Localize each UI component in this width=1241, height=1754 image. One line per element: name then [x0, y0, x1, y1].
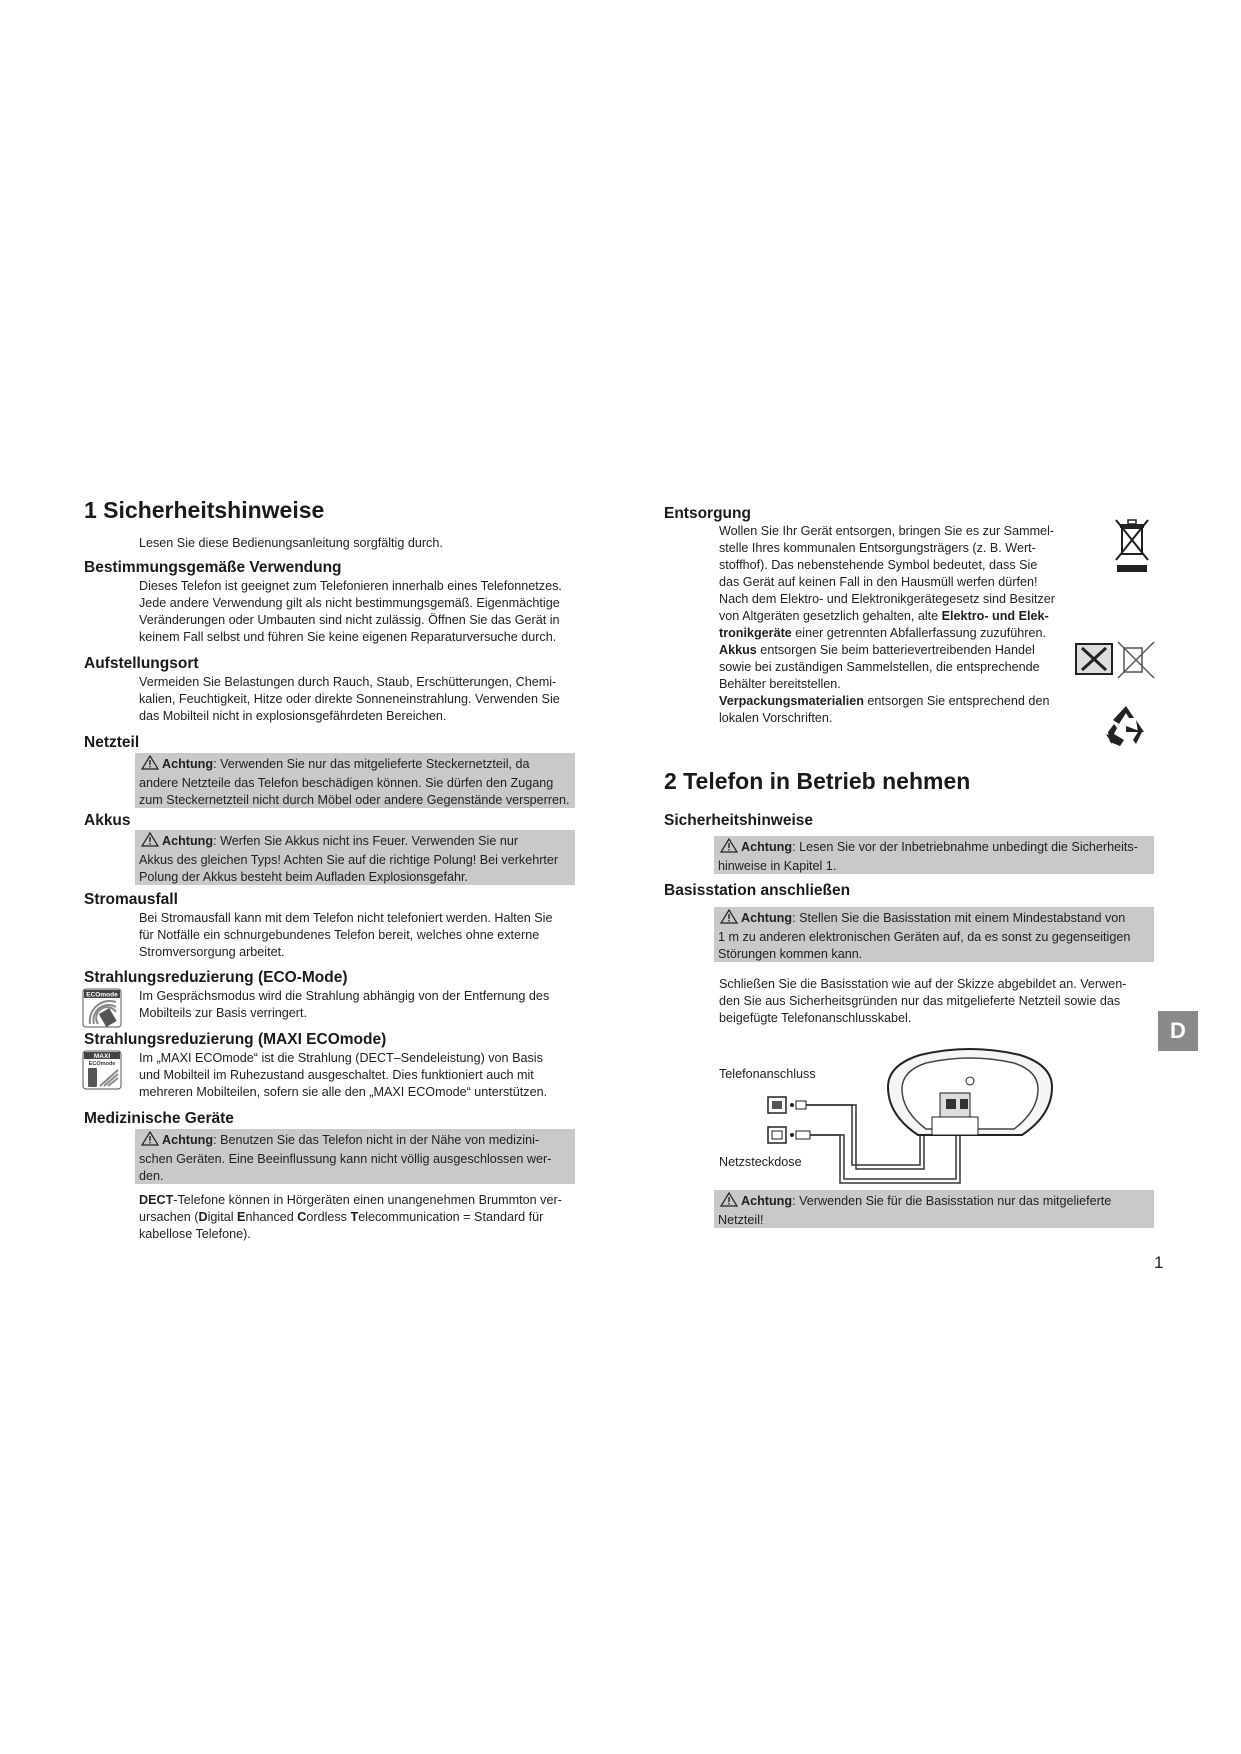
- section-title-aufstellungsort: Aufstellungsort: [84, 655, 199, 672]
- section-body-maxi-ecomode: Im „MAXI ECOmode“ ist die Strahlung (DECT–Sendeleistung) von Basis und Mobilteil im Ruhezustand ausgeschaltet. Dies funktioniert auch mit mehreren Mobilteilen, sofern sie alle den „MAXI ECOmode“ unterstützen.: [139, 1051, 548, 1099]
- svg-text:MAXI: MAXI: [93, 1053, 111, 1060]
- warning-triangle-icon: [141, 755, 159, 775]
- warning-box-basisstation: Achtung: Stellen Sie die Basisstation mit einem Mindestabstand von 1 m zu anderen elektronischen Geräten auf, da es sonst zu gegenseitigen Störungen kommen kann.: [714, 907, 1154, 962]
- recycling-icon: [1102, 702, 1150, 750]
- chapter-title-1: 1 Sicherheitshinweise: [84, 497, 325, 523]
- section-title-akkus: Akkus: [84, 812, 131, 829]
- section-title-medizinische-geraete: Medizinische Geräte: [84, 1110, 234, 1127]
- section-title-stromausfall: Stromausfall: [84, 891, 178, 908]
- battery-disposal-icon: [1074, 638, 1158, 680]
- warning-box-netzteil-basis: Achtung: Verwenden Sie für die Basisstation nur das mitgelieferte Netzteil!: [714, 1190, 1154, 1228]
- maxi-ecomode-icon: [82, 1050, 122, 1090]
- chapter-title-2: 2 Telefon in Betrieb nehmen: [664, 768, 971, 794]
- svg-text:ECOmode: ECOmode: [88, 1061, 116, 1067]
- section-title-entsorgung: Entsorgung: [664, 505, 751, 522]
- warning-box-inbetriebnahme: Achtung: Lesen Sie vor der Inbetriebnahme unbedingt die Sicherheits- hinweise in Kapitel 1.: [714, 836, 1154, 874]
- section-title-basisstation: Basisstation anschließen: [664, 882, 851, 899]
- intro-text: Lesen Sie diese Bedienungsanleitung sorgfältig durch.: [139, 536, 443, 550]
- section-body-entsorgung: Wollen Sie Ihr Gerät entsorgen, bringen Sie es zur Sammel- stelle Ihres kommunalen Entsorgungsträgers (z. B. Wert- stoffhof). Das nebenstehende Symbol bedeutet, dass Sie das Gerät auf keinen Fall in den Hausmüll werfen dürfen! Nach dem Elektro- und Elektronikgerätegesetz sind Besitzer von Altgeräten gesetzlich gehalten, alte Elektro- und Elek- tronikgeräte einer getrennten Abfallerfassung zuzuführen. Akkus entsorgen Sie beim batterievertreibenden Handel sowie bei zuständigen Sammelstellen, die entsprechende Behälter bereitstellen. Verpackungsmaterialien entsorgen Sie entsprechend den lokalen Vorschriften.: [719, 524, 1055, 725]
- connection-diagram: [760, 1045, 1090, 1185]
- section-title-sicherheitshinweise: Sicherheitshinweise: [664, 812, 814, 829]
- language-tab: D: [1158, 1011, 1198, 1051]
- warning-triangle-icon: [720, 909, 738, 929]
- warning-box-netzteil: Achtung: Verwenden Sie nur das mitgelieferte Steckernetzteil, da andere Netzteile das Telefon beschädigen können. Sie dürfen den Zugang zum Steckernetzteil nicht durch Möbel oder andere Gegenstände versperren.: [135, 753, 575, 808]
- section-body-stromausfall: Bei Stromausfall kann mit dem Telefon nicht telefoniert werden. Halten Sie für Notfälle ein schnurgebundenes Telefon bereit, welches ohne externe Stromversorgung arbeitet.: [139, 911, 553, 959]
- dect-paragraph: DECT-Telefone können in Hörgeräten einen unangenehmen Brummton ver- ursachen (Digital Enhanced Cordless Telecommunication = Standard für kabellose Telefone).: [139, 1193, 562, 1241]
- section-body-verwendung: Dieses Telefon ist geeignet zum Telefonieren innerhalb eines Telefonnetzes. Jede andere Verwendung gilt als nicht bestimmungsgemäß. Eigenmächtige Veränderungen oder Umbauten sind nicht zulässig. Öffnen Sie das Gerät in keinem Fall selbst und führen Sie keine eigenen Reparaturversuche durch.: [139, 579, 562, 644]
- warning-box-akkus: Achtung: Werfen Sie Akkus nicht ins Feuer. Verwenden Sie nur Akkus des gleichen Typs! Achten Sie auf die richtige Polung! Bei verkehrter Polung der Akkus besteht beim Aufladen Explosionsgefahr.: [135, 830, 575, 885]
- section-title-maxi-ecomode: Strahlungsreduzierung (MAXI ECOmode): [84, 1031, 387, 1048]
- section-body-eco-mode: Im Gesprächsmodus wird die Strahlung abhängig von der Entfernung des Mobilteils zur Basis verringert.: [139, 989, 550, 1020]
- svg-text:ECOmode: ECOmode: [86, 991, 118, 999]
- warning-triangle-icon: [720, 1192, 738, 1212]
- label-netzsteckdose: Netzsteckdose: [719, 1155, 802, 1169]
- warning-triangle-icon: [141, 1131, 159, 1151]
- ecomode-icon: [82, 988, 122, 1028]
- warning-triangle-icon: [720, 838, 738, 858]
- section-title-eco-mode: Strahlungsreduzierung (ECO-Mode): [84, 969, 348, 986]
- page-number: 1: [1154, 1253, 1164, 1272]
- section-body-basisstation: Schließen Sie die Basisstation wie auf der Skizze abgebildet an. Verwen- den Sie aus Sicherheitsgründen nur das mitgelieferte Netzteil sowie das beigefügte Telefonanschlusskabel.: [719, 977, 1127, 1025]
- section-body-aufstellungsort: Vermeiden Sie Belastungen durch Rauch, Staub, Erschütterungen, Chemi- kalien, Feuchtigkeit, Hitze oder direkte Sonneneinstrahlung. Verwenden Sie das Mobilteil nicht in explosionsgefährdeten Bereichen.: [139, 675, 560, 723]
- warning-triangle-icon: [141, 832, 159, 852]
- weee-crossed-bin-icon: [1112, 516, 1152, 576]
- section-title-verwendung: Bestimmungsgemäße Verwendung: [84, 559, 342, 576]
- section-title-netzteil: Netzteil: [84, 734, 140, 751]
- warning-box-medizinisch: Achtung: Benutzen Sie das Telefon nicht in der Nähe von medizini- schen Geräten. Eine Beeinflussung kann nicht völlig ausgeschlossen wer- den.: [135, 1129, 575, 1184]
- label-telefonanschluss: Telefonanschluss: [719, 1067, 816, 1081]
